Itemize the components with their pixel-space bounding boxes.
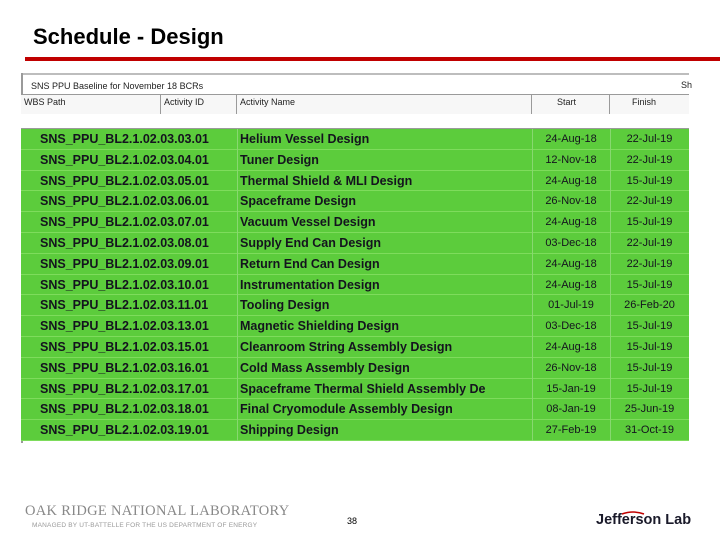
activity-name-cell: Spaceframe Thermal Shield Assembly De — [240, 381, 486, 396]
table-row[interactable] — [21, 295, 689, 316]
activity-name-cell: Final Cryomodule Assembly Design — [240, 402, 453, 417]
column-divider — [610, 379, 611, 400]
column-divider — [610, 171, 611, 192]
start-date-cell: 15-Jan-19 — [546, 382, 596, 395]
ornl-logo-tagline: MANAGED BY UT-BATTELLE FOR THE US DEPARTMENT OF ENERGY — [32, 522, 258, 529]
column-divider — [237, 337, 238, 358]
wbs-cell: SNS_PPU_BL2.1.02.03.16.01 — [40, 360, 209, 375]
column-divider — [532, 399, 533, 420]
start-date-cell: 26-Nov-18 — [545, 195, 597, 208]
column-divider — [532, 129, 533, 150]
column-divider — [532, 171, 533, 192]
activity-name-cell: Supply End Can Design — [240, 235, 381, 250]
finish-date-cell: 22-Jul-19 — [626, 236, 673, 249]
column-header-activity-id[interactable]: Activity ID — [161, 95, 237, 114]
column-divider — [237, 212, 238, 233]
finish-date-cell: 22-Jul-19 — [626, 153, 673, 166]
column-divider — [610, 420, 611, 441]
finish-date-cell: 22-Jul-19 — [626, 133, 673, 145]
table-row[interactable] — [21, 358, 689, 379]
column-divider — [237, 275, 238, 296]
wbs-cell: SNS_PPU_BL2.1.02.03.17.01 — [40, 381, 209, 396]
page-number: 38 — [347, 516, 358, 526]
activity-name-cell: Thermal Shield & MLI Design — [240, 173, 413, 188]
wbs-cell: SNS_PPU_BL2.1.02.03.15.01 — [40, 339, 209, 354]
column-divider — [532, 191, 533, 212]
column-divider — [610, 295, 611, 316]
column-divider — [237, 399, 238, 420]
finish-date-cell: 22-Jul-19 — [626, 195, 673, 208]
column-divider — [532, 337, 533, 358]
column-divider — [532, 233, 533, 254]
column-divider — [237, 150, 238, 171]
wbs-cell: SNS_PPU_BL2.1.02.03.18.01 — [40, 402, 209, 417]
activity-name-cell: Tuner Design — [240, 152, 319, 167]
start-date-cell: 26-Nov-18 — [545, 361, 597, 374]
wbs-cell: SNS_PPU_BL2.1.02.03.11.01 — [40, 298, 209, 313]
table-row[interactable] — [21, 129, 689, 150]
column-divider — [237, 358, 238, 379]
start-date-cell: 24-Aug-18 — [545, 174, 597, 187]
activity-name-cell: Helium Vessel Design — [240, 132, 370, 146]
activity-name-cell: Instrumentation Design — [240, 277, 380, 292]
column-divider — [610, 358, 611, 379]
column-divider — [532, 212, 533, 233]
table-row[interactable] — [21, 420, 689, 441]
column-divider — [610, 129, 611, 150]
activity-name-cell: Return End Can Design — [240, 256, 380, 271]
table-row[interactable] — [21, 379, 689, 400]
layout-banner: SNS PPU Baseline for November 18 BCRs — [31, 81, 204, 91]
wbs-cell: SNS_PPU_BL2.1.02.03.04.01 — [40, 152, 209, 167]
table-row[interactable] — [21, 337, 689, 358]
wbs-cell: SNS_PPU_BL2.1.02.03.07.01 — [40, 215, 209, 230]
column-divider — [237, 316, 238, 337]
start-date-cell: 24-Aug-18 — [545, 216, 597, 229]
activity-name-cell: Magnetic Shielding Design — [240, 319, 400, 334]
finish-date-cell: 15-Jul-19 — [626, 174, 673, 187]
column-header-start[interactable]: Start — [532, 95, 610, 114]
table-row[interactable] — [21, 275, 689, 296]
start-date-cell: 27-Feb-19 — [545, 424, 597, 437]
start-date-cell: 03-Dec-18 — [545, 320, 597, 333]
column-divider — [610, 399, 611, 420]
slide-title: Schedule - Design — [33, 24, 224, 49]
column-divider — [237, 379, 238, 400]
wbs-cell: SNS_PPU_BL2.1.02.03.19.01 — [40, 423, 209, 438]
table-row[interactable] — [21, 399, 689, 420]
activity-name-cell: Spaceframe Design — [240, 194, 357, 209]
column-divider — [610, 275, 611, 296]
column-divider — [532, 275, 533, 296]
table-row[interactable] — [21, 191, 689, 212]
schedule-table — [21, 73, 693, 443]
wbs-cell: SNS_PPU_BL2.1.02.03.03.01 — [40, 132, 209, 146]
start-date-cell: 24-Aug-18 — [545, 340, 597, 353]
finish-date-cell: 25-Jun-19 — [624, 403, 675, 416]
column-divider — [610, 254, 611, 275]
column-divider — [532, 150, 533, 171]
table-row[interactable] — [21, 171, 689, 192]
activity-name-cell: Cold Mass Assembly Design — [240, 360, 410, 375]
finish-date-cell: 15-Jul-19 — [626, 382, 673, 395]
table-row[interactable] — [21, 316, 689, 337]
column-divider — [237, 171, 238, 192]
finish-date-cell: 15-Jul-19 — [626, 216, 673, 229]
activity-name-cell: Tooling Design — [240, 298, 330, 313]
activity-name-cell: Cleanroom String Assembly Design — [240, 339, 453, 354]
finish-date-cell: 26-Feb-20 — [624, 299, 675, 312]
finish-date-cell: 31-Oct-19 — [625, 424, 674, 437]
layout-banner-clipped: Sh — [681, 80, 693, 90]
wbs-cell: SNS_PPU_BL2.1.02.03.06.01 — [40, 194, 209, 209]
column-header-activity-name[interactable]: Activity Name — [237, 95, 532, 114]
table-row[interactable] — [21, 150, 689, 171]
wbs-cell: SNS_PPU_BL2.1.02.03.13.01 — [40, 319, 209, 334]
column-divider — [532, 420, 533, 441]
start-date-cell: 12-Nov-18 — [545, 153, 597, 166]
finish-date-cell: 15-Jul-19 — [626, 320, 673, 333]
start-date-cell: 01-Jul-19 — [548, 299, 594, 312]
column-divider — [532, 254, 533, 275]
ornl-logo: OAK RIDGE NATIONAL LABORATORY — [25, 503, 290, 519]
column-header-finish[interactable]: Finish — [632, 97, 657, 107]
column-divider — [237, 420, 238, 441]
column-divider — [532, 379, 533, 400]
wbs-cell: SNS_PPU_BL2.1.02.03.09.01 — [40, 256, 209, 271]
start-date-cell: 08-Jan-19 — [546, 403, 596, 416]
column-divider — [610, 212, 611, 233]
start-date-cell: 24-Aug-18 — [545, 257, 597, 270]
finish-date-cell: 15-Jul-19 — [626, 278, 673, 291]
column-divider — [610, 191, 611, 212]
column-divider — [610, 233, 611, 254]
column-header-wbs[interactable]: WBS Path — [21, 95, 161, 114]
schedule-rows — [21, 129, 689, 441]
column-divider — [237, 233, 238, 254]
header-spacer — [21, 114, 689, 129]
column-divider — [532, 295, 533, 316]
finish-date-cell: 15-Jul-19 — [626, 340, 673, 353]
wbs-cell: SNS_PPU_BL2.1.02.03.08.01 — [40, 235, 209, 250]
start-date-cell: 03-Dec-18 — [545, 236, 597, 249]
activity-name-cell: Vacuum Vessel Design — [240, 215, 376, 230]
column-divider — [237, 254, 238, 275]
table-top-border — [21, 73, 689, 75]
start-date-cell: 24-Aug-18 — [545, 278, 597, 291]
column-divider — [610, 316, 611, 337]
finish-date-cell: 15-Jul-19 — [626, 361, 673, 374]
activity-name-cell: Shipping Design — [240, 423, 339, 438]
jefferson-lab-logo: Jefferson Lab — [596, 512, 692, 528]
table-row[interactable] — [21, 233, 689, 254]
table-row[interactable] — [21, 254, 689, 275]
column-divider — [237, 191, 238, 212]
title-rule — [25, 57, 720, 61]
finish-date-cell: 22-Jul-19 — [626, 257, 673, 270]
wbs-cell: SNS_PPU_BL2.1.02.03.05.01 — [40, 173, 209, 188]
column-divider — [237, 295, 238, 316]
start-date-cell: 24-Aug-18 — [545, 133, 597, 145]
table-row[interactable] — [21, 212, 689, 233]
column-divider — [610, 337, 611, 358]
column-divider — [532, 358, 533, 379]
column-divider — [237, 129, 238, 150]
column-header-row — [21, 94, 689, 115]
wbs-cell: SNS_PPU_BL2.1.02.03.10.01 — [40, 277, 209, 292]
column-divider — [610, 150, 611, 171]
column-divider — [532, 316, 533, 337]
